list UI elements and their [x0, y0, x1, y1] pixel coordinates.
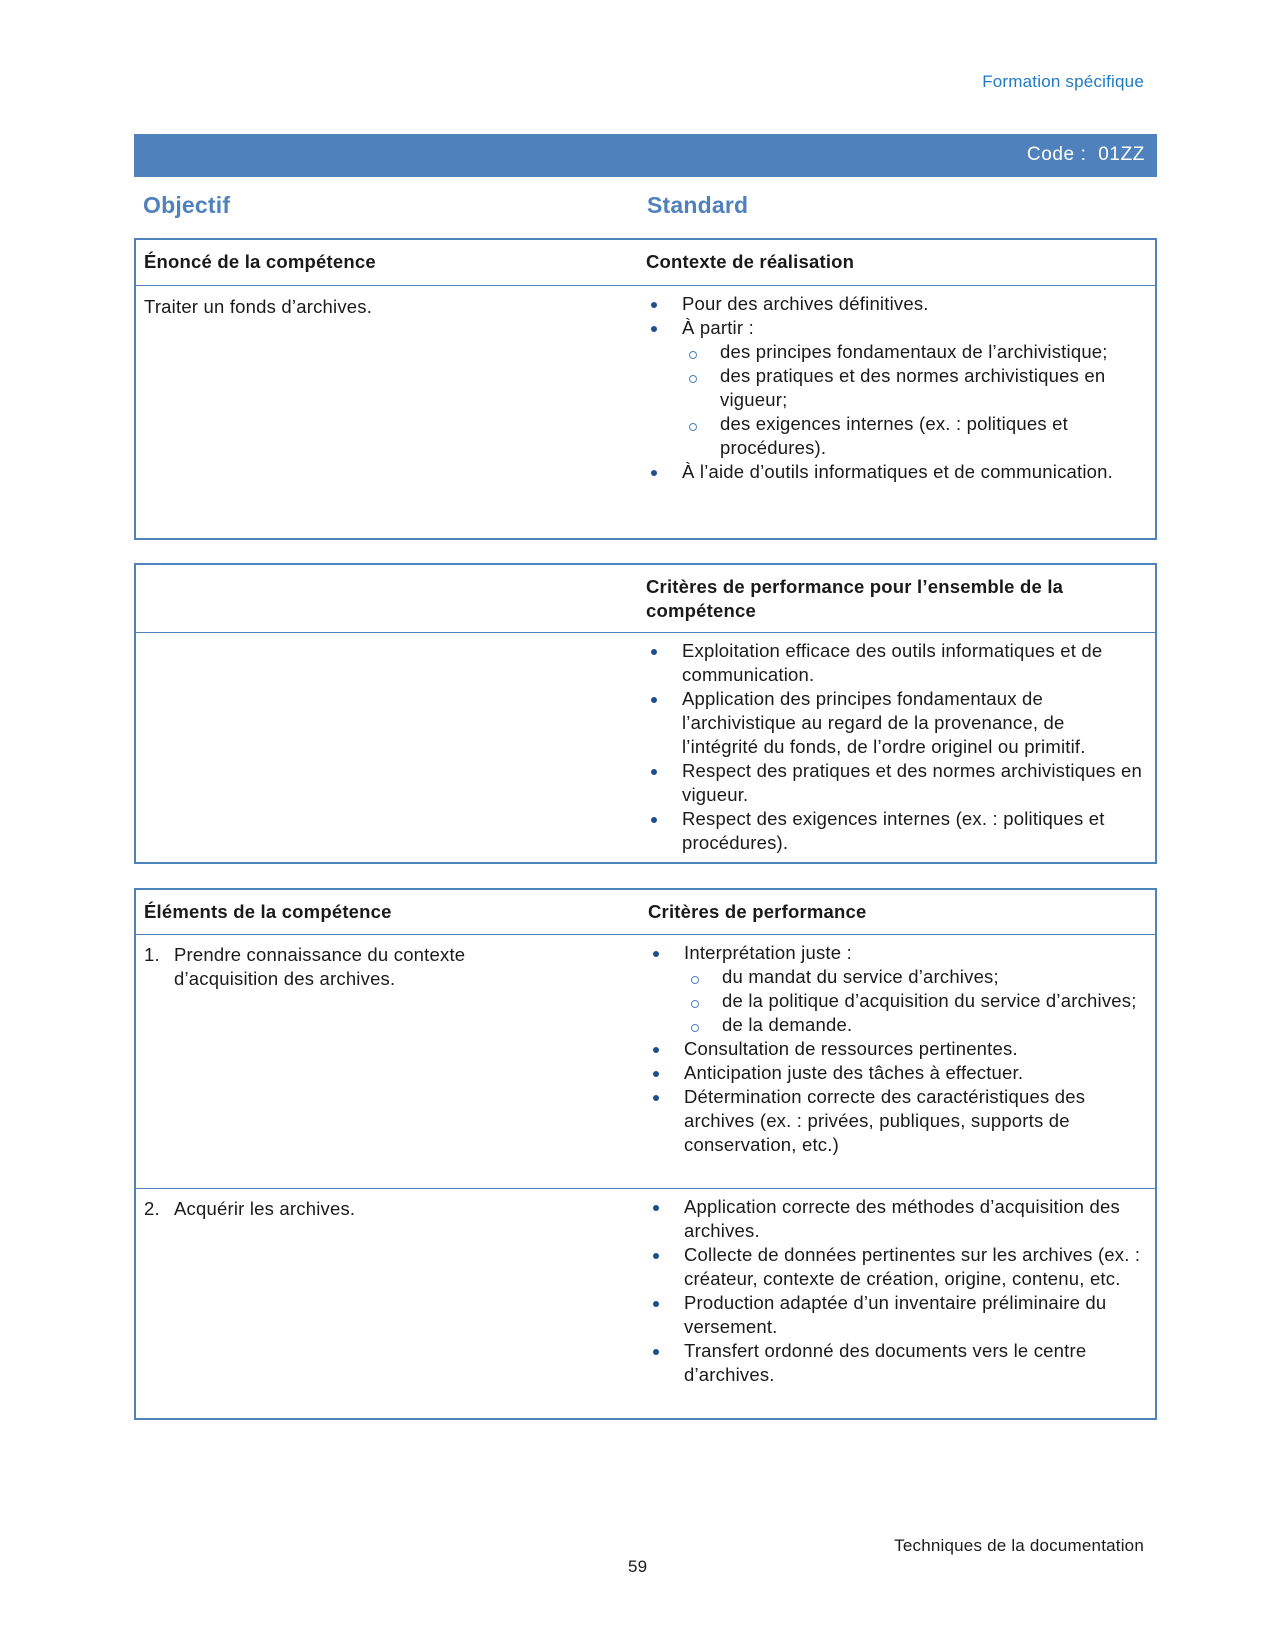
sub-list-item: des pratiques et des normes archivistiques en vigueur;: [646, 364, 1146, 412]
competence-statement: Traiter un fonds d’archives.: [144, 296, 373, 317]
competence-table: [134, 238, 1157, 540]
header-criteria: Critères de performance: [648, 901, 867, 922]
list-item: Détermination correcte des caractéristiques des archives (ex. : privées, publiques, supports de conservation, etc.): [648, 1085, 1148, 1157]
list-item: Exploitation efficace des outils informatiques et de communication.: [646, 639, 1146, 687]
sub-list-item: de la politique d’acquisition du service d’archives;: [648, 989, 1148, 1013]
list-item: Respect des pratiques et des normes archivistiques en vigueur.: [646, 759, 1146, 807]
element-2: 2. Acquérir les archives.: [144, 1198, 356, 1219]
list-item: À l’aide d’outils informatiques et de communication.: [646, 460, 1146, 484]
global-criteria-list: [646, 639, 1146, 855]
global-criteria-table: [134, 563, 1157, 864]
section-label: Formation spécifique: [982, 72, 1144, 91]
table-header-row: [136, 240, 1155, 286]
page-number: 59: [628, 1557, 648, 1576]
list-item: Consultation de ressources pertinentes.: [648, 1037, 1148, 1061]
header-statement: Énoncé de la compétence: [144, 251, 376, 272]
list-item: Transfert ordonné des documents vers le centre d’archives.: [648, 1339, 1148, 1387]
list-item: Collecte de données pertinentes sur les archives (ex. : créateur, contexte de création, origine, contenu, etc.: [648, 1243, 1148, 1291]
code-text: Code : 01ZZ: [1026, 144, 1145, 165]
context-list: [646, 292, 1146, 484]
list-item: Pour des archives définitives.: [646, 292, 1146, 316]
list-item: Respect des exigences internes (ex. : politiques et procédures).: [646, 807, 1146, 855]
footer-program: Techniques de la documentation: [894, 1536, 1144, 1555]
sub-list-item: des principes fondamentaux de l’archivistique;: [646, 340, 1146, 364]
header-elements: Éléments de la compétence: [144, 901, 392, 922]
list-item: Interprétation juste :: [648, 941, 1148, 965]
list-item: Anticipation juste des tâches à effectuer.: [648, 1061, 1148, 1085]
list-item: Production adaptée d’un inventaire préliminaire du versement.: [648, 1291, 1148, 1339]
criteria-list-1: [648, 941, 1148, 1157]
table-header-row: [136, 890, 1155, 935]
list-item: À partir :: [646, 316, 1146, 340]
list-item: Application correcte des méthodes d’acquisition des archives.: [648, 1195, 1148, 1243]
sub-list-item: des exigences internes (ex. : politiques et procédures).: [646, 412, 1146, 460]
header-context: Contexte de réalisation: [646, 251, 855, 272]
list-item: Application des principes fondamentaux de l’archivistique au regard de la provenance, de l’intégrité du fonds, de l’ordre originel ou primitif.: [646, 687, 1146, 759]
table-row: [136, 935, 1155, 1189]
table-row: [136, 1189, 1155, 1418]
sub-list-item: du mandat du service d’archives;: [648, 965, 1148, 989]
element-1: 1. Prendre connaissance du contexte d’acquisition des archives.: [144, 944, 466, 989]
code-bar: [134, 134, 1157, 177]
objectif-title: Objectif: [143, 192, 231, 218]
table-row: [136, 286, 1155, 538]
sub-list-item: de la demande.: [648, 1013, 1148, 1037]
table-row: [136, 633, 1155, 862]
standard-title: Standard: [647, 192, 749, 218]
criteria-list-2: [648, 1195, 1148, 1387]
elements-table: [134, 888, 1157, 1420]
table-header-row: [136, 565, 1155, 633]
header-global-criteria: Critères de performance pour l’ensemble de la compétence: [646, 576, 1064, 621]
